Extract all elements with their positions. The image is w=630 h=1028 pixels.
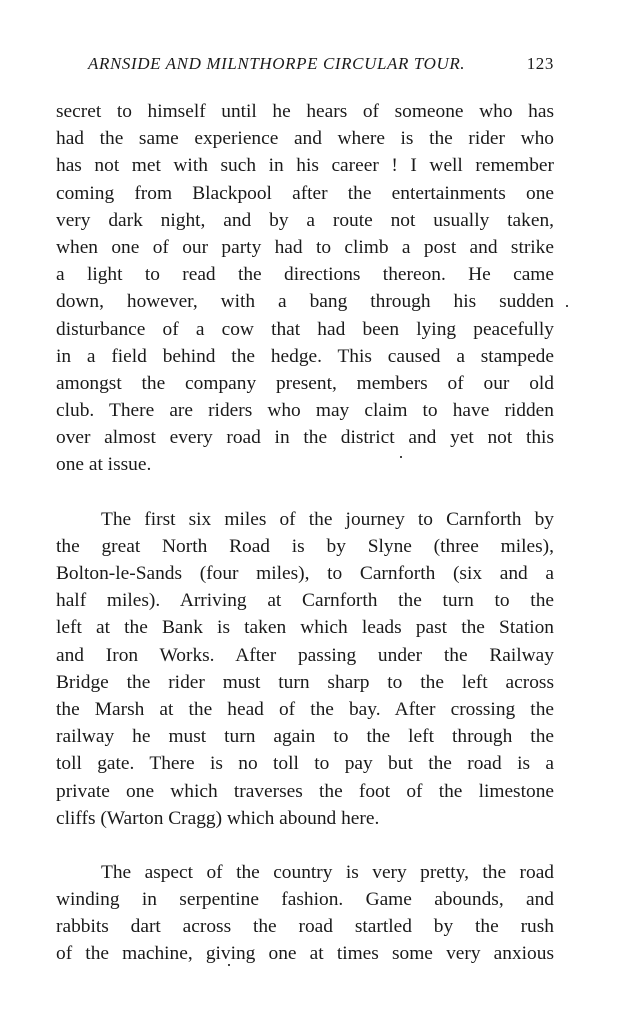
text-line: rabbits dart across the road startled by the rush <box>56 916 554 938</box>
text-line: and Iron Works. After passing under the Railway <box>56 644 554 666</box>
paragraph-3 <box>56 859 554 968</box>
text-line: a light to read the directions thereon. He came <box>56 264 554 286</box>
text-line: The first six miles of the journey to Carnforth by <box>101 508 554 530</box>
paragraph-1 <box>56 98 554 479</box>
text-line: one at issue. <box>56 454 152 476</box>
running-head <box>88 54 554 78</box>
text-line: in a field behind the hedge. This caused a stampede <box>56 345 554 367</box>
scan-speck <box>228 964 230 966</box>
text-line: railway he must turn again to the left through the <box>56 726 554 748</box>
text-line: disturbance of a cow that had been lying peacefully <box>56 318 554 340</box>
text-line: secret to himself until he hears of someone who has <box>56 101 554 122</box>
text-line: the great North Road is by Slyne (three miles), <box>56 535 554 557</box>
text-line: of the machine, giving one at times some very anxious <box>56 943 554 965</box>
scan-speck <box>566 305 568 307</box>
paragraph-2 <box>56 506 554 832</box>
body-text <box>56 98 554 968</box>
text-line: left at the Bank is taken which leads past the Station <box>56 617 554 639</box>
text-line: coming from Blackpool after the entertainments one <box>56 182 554 204</box>
text-line: has not met with such in his career ! I well remember <box>56 155 554 177</box>
text-line: half miles). Arriving at Carnforth the turn to the <box>56 590 554 612</box>
text-line: Bolton-le-Sands (four miles), to Carnforth (six and a <box>56 563 554 584</box>
text-line: winding in serpentine fashion. Game abounds, and <box>56 889 554 911</box>
text-line: cliffs (Warton Cragg) which abound here. <box>56 807 380 829</box>
text-line: toll gate. There is no toll to pay but the road is a <box>56 753 554 775</box>
text-line: club. There are riders who may claim to have ridden <box>56 400 554 422</box>
text-line: when one of our party had to climb a post and strike <box>56 236 554 258</box>
text-line: amongst the company present, members of our old <box>56 372 554 394</box>
text-line: the Marsh at the head of the bay. After crossing the <box>56 698 554 720</box>
page-number: 123 <box>526 54 554 73</box>
scan-speck <box>400 456 402 458</box>
text-line: The aspect of the country is very pretty, the road <box>101 861 554 883</box>
text-line: very dark night, and by a route not usually taken, <box>56 209 554 231</box>
text-line: Bridge the rider must turn sharp to the left across <box>56 671 554 693</box>
running-head-title: ARNSIDE AND MILNTHORPE CIRCULAR TOUR. <box>88 54 466 73</box>
text-line: down, however, with a bang through his sudden <box>56 291 554 313</box>
text-line: had the same experience and where is the rider who <box>56 128 554 150</box>
text-line: private one which traverses the foot of the limestone <box>56 780 554 802</box>
text-line: over almost every road in the district and yet not this <box>56 427 554 449</box>
